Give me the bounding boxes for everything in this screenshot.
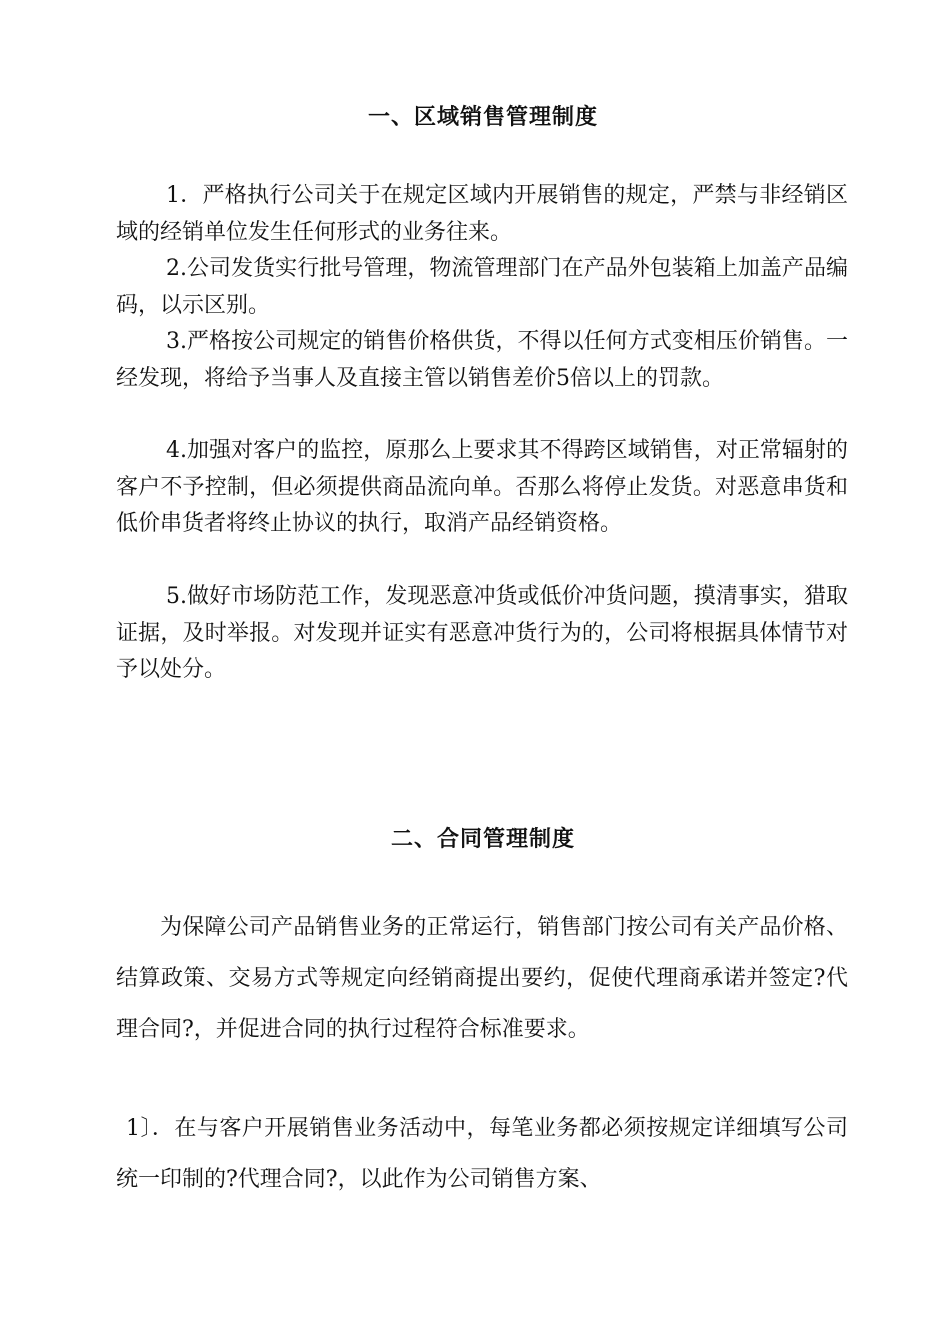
paragraph: 3.严格按公司规定的销售价格供货，不得以任何方式变相压价销售。一经发现，将给予当事人及直接主管以销售差价5倍以上的罚款。 (116, 329, 848, 391)
paragraph: 5.做好市场防范工作，发现恶意冲货或低价冲货问题，摸清事实，猎取证据，及时举报。对发现并证实有恶意冲货行为的，公司将根据具体情节对予以处分。 (116, 584, 848, 682)
paragraph: 1〕．在与客户开展销售业务活动中，每笔业务都必须按规定详细填写公司统一印制的?代理合同?，以此作为公司销售方案、 (116, 1116, 848, 1192)
paragraph: 1．严格执行公司关于在规定区域内开展销售的规定，严禁与非经销区域的经销单位发生任何形式的业务往来。 (116, 183, 848, 245)
paragraph: 2.公司发货实行批号管理，物流管理部门在产品外包装箱上加盖产品编码，以示区别。 (116, 256, 848, 318)
paragraph: 4.加强对客户的监控，原那么上要求其不得跨区域销售，对正常辐射的客户不予控制，但必须提供商品流向单。否那么将停止发货。对恶意串货和低价串货者将终止协议的执行，取消产品经销资格。 (116, 438, 848, 536)
section-title-regional-sales: 一、区域销售管理制度 (367, 105, 598, 130)
section-title-contract-management: 二、合同管理制度 (390, 827, 575, 852)
paragraph: 为保障公司产品销售业务的正常运行，销售部门按公司有关产品价格、结算政策、交易方式等规定向经销商提出要约，促使代理商承诺并签定?代理合同?，并促进合同的执行过程符合标准要求。 (116, 915, 848, 1042)
